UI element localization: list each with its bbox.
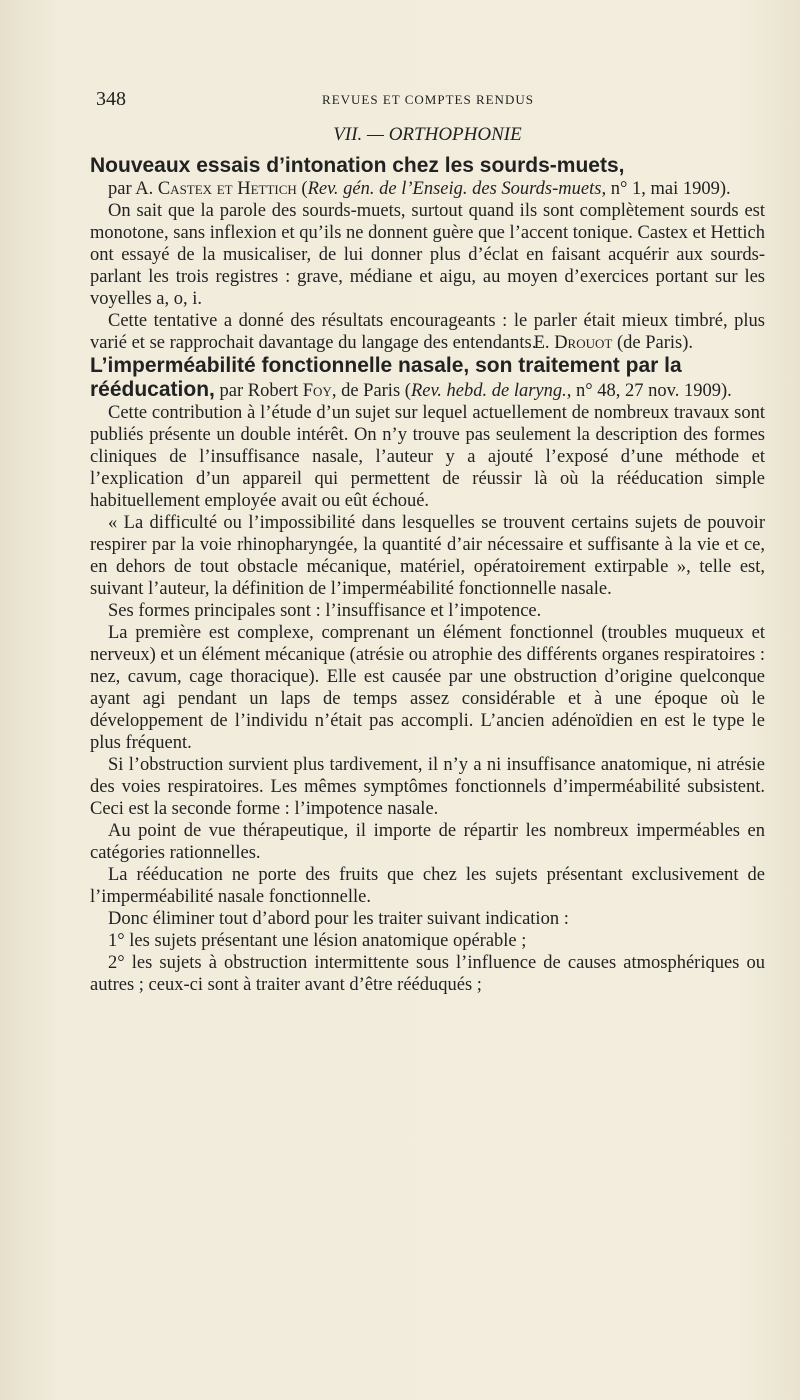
article2-paragraph: Au point de vue thérapeutique, il importe de répartir les nombreux imperméables en catégories rationnelles. [90,821,765,863]
article1-paragraph: Cette tentative a donné des résultats encourageants : le parler était mieux timbré, plus varié et se rapprochait davantage du langage des entendants. [90,311,765,353]
article1-reference: par A. Castex et Hettich (Rev. gén. de l’Enseig. des Sourds-muets, n° 1, mai 1909). [108,179,731,199]
article2-title: L’imperméabilité fonctionnelle nasale, son traitement par la rééducation, [90,354,682,401]
page-number: 348 [96,88,126,110]
article2-paragraph: Si l’obstruction survient plus tardivement, il n’y a ni insuffisance anatomique, ni atrésie des voies respiratoires. Les mêmes symptômes fonctionnels d’imperméabilité subsistent. Ceci est la seconde forme : l’impotence nasale. [90,755,765,819]
article1-signature: E. Drouot (de Paris). [533,333,693,353]
article2-paragraph: 1° les sujets présentant une lésion anatomique opérable ; [108,931,527,951]
article2-paragraph: Cette contribution à l’étude d’un sujet sur lequel actuellement de nombreux travaux sont publiés présente un double intérêt. On n’y trouve pas seulement la description des formes cliniques de l’insuffisance nasale, l’auteur y a ajouté l’exposé d’une méthode et l’explication d’un appareil qui permettent de réussir là où la rééducation simple habituellement employée avait ou eût échoué. [90,403,765,511]
article1-journal: Rev. gén. de l’Enseig. des Sourds-muets, [307,179,607,199]
article2-reference: par Robert Foy, de Paris (Rev. hebd. de laryng., n° 48, 27 nov. 1909). [214,381,732,401]
page-header [86,88,770,114]
article2-paragraph: La première est complexe, comprenant un élément fonctionnel (troubles muqueux et nerveux) et un élément mécanique (atrésie ou atrophie des différents organes respiratoires : nez, cavum, cage thoracique). Elle est causée par une obstruction d’origine quelconque ayant agi pendant un laps de temps assez considérable et à une époque où le développement de l’individu n’était pas accompli. L’ancien adénoïdien en est le type le plus fréquent. [90,623,765,753]
article2-paragraph: 2° les sujets à obstruction intermittente sous l’influence de causes atmosphériques ou autres ; ceux-ci sont à traiter avant d’être rééduqués ; [90,953,765,995]
running-title: REVUES ET COMPTES RENDUS [322,92,534,107]
article1-paragraph: On sait que la parole des sourds-muets, surtout quand ils sont complètement sourds est monotone, sans inflexion et qu’ils ne donnent guère que l’accent tonique. Castex et Hettich ont essayé de la musicaliser, de lui donner plus d’éclat en faisant acquérir aux sourds-parlant les trois registres : grave, médiane et aigu, au moyen d’exercices portant sur les voyelles a, o, i. [90,201,765,309]
article2-paragraph: Ses formes principales sont : l’insuffisance et l’impotence. [108,601,542,621]
article2-paragraph: La rééducation ne porte des fruits que chez les sujets présentant exclusivement de l’imperméabilité nasale fonctionnelle. [90,865,765,907]
section-heading: VII. — ORTHOPHONIE [333,124,522,145]
article1-title: Nouveaux essais d’intonation chez les sourds-muets, [90,154,625,177]
page-body [90,124,765,996]
article2-paragraph: Donc éliminer tout d’abord pour les traiter suivant indication : [108,909,569,929]
article2-paragraph: « La difficulté ou l’impossibilité dans lesquelles se trouvent certains sujets de pouvoir respirer par la voie rhinopharyngée, la quantité d’air nécessaire et suffisante à la vie et ce, en dehors de tout obstacle mécanique, matériel, opératoirement extirpable », telle est, suivant l’auteur, la définition de l’imperméabilité fonctionnelle nasale. [90,513,765,599]
article2-journal: Rev. hebd. de laryng., [410,381,572,401]
article2-author: Foy [302,381,332,401]
article1-authors: Castex et Hettich [157,179,297,199]
